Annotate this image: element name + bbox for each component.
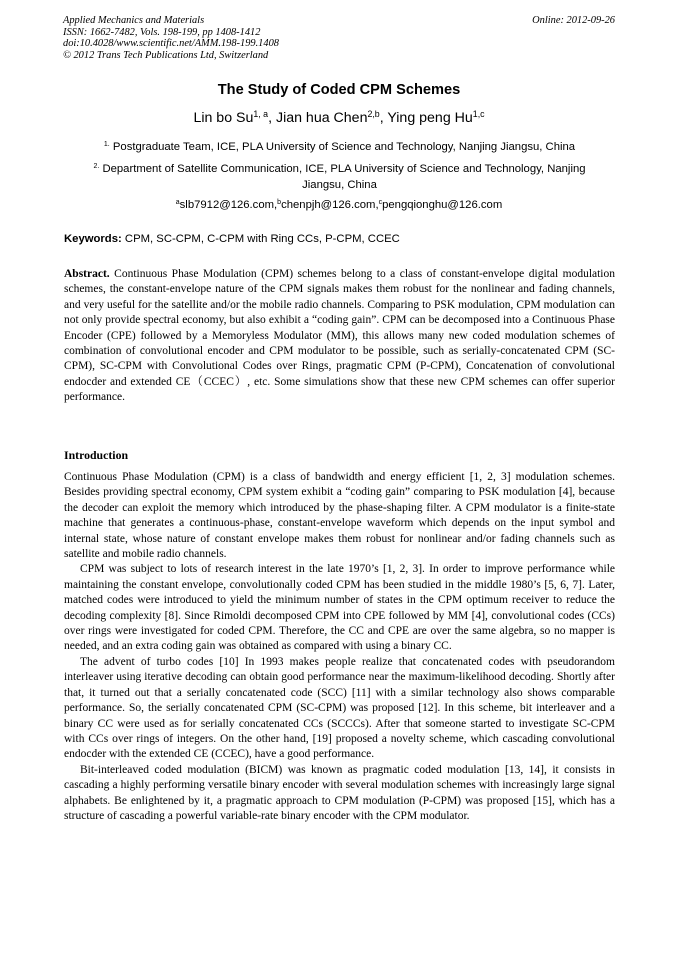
online-date: Online: 2012-09-26	[532, 15, 615, 26]
abstract-text: Continuous Phase Modulation (CPM) schemes belong to a class of constant-envelope digital modulation schemes, the constant-envelope nature of the CPM signals makes them robust for the nonlinear and fading channels, and very useful for the satellite and/or the mobile radio channels. Comparing to PSK modulation, CPM modulation can not only provide spectral economy, but also exhibit a “coding gain”. CPM can be decomposed into a Continuous Phase Encoder (CPE) followed by a Memoryless Modulator (MM), this allows many new coded modulation schemes of combination of convolutional encoder and CPM modulator to be possible, such as serially-concatenated CPM (SC-CPM), SC-CPM with Convolutional Codes over Rings, pragmatic CPM (P-CPM), Concatenation of convolutional endocder and extended CE（CCEC）, etc. Some simulations show that these new CPM schemes can offer superior performance.	[64, 268, 616, 404]
author-separator: ,	[268, 110, 276, 126]
author-affiliation-mark: 1, a	[253, 109, 269, 120]
author-name: Lin bo Su	[193, 110, 254, 126]
email-address: pengqionghu@126.com	[382, 199, 503, 211]
paragraph: Bit-interleaved coded modulation (BICM) was known as pragmatic coded modulation [13, 14], it consists in cascading a highly performing versatile binary encoder with several modulation schemes with increasingly large signal alphabets. Be enlightened by it, a pragmatic approach to CPM modulation (P-CPM) was proposed [15], which has a structure of cascading a powerful variable-rate binary encoder with the CPM modulator.	[64, 763, 615, 822]
email-mark: a	[175, 199, 180, 207]
running-header-left	[63, 15, 279, 61]
paragraph: The advent of turbo codes [10] In 1993 makes people realize that concatenated codes with pseudorandom interleaver using iterative decoding can obtain good performance near the maximum-likelihood decoding. Shortly after that, it turned out that a serially concatenated code (SCC) [11] with a similar technology also shows comparable performance. So, the serially concatenated CPM (SC-CPM) was proposed [12]. In this scheme, bit interleaver and a binary CC were used as for serially concatenated CCs (SCCCs). After that someone started to investigate SC-CPM with CCs over rings of integers. On the other hand, [19] proposed a novelty scheme, which cascading convolutional endocder with the extended CE (CCEC), have a good performance.	[64, 655, 615, 761]
keywords-label: Keywords:	[64, 233, 122, 245]
email-address: chenpjh@126.com,	[281, 199, 379, 211]
author-name: Ying peng Hu	[387, 110, 473, 126]
affiliation-2	[64, 162, 615, 193]
introduction-body	[64, 470, 615, 824]
affiliation-text: Postgraduate Team, ICE, PLA University of Science and Technology, Nanjing Jiangsu, China	[112, 141, 576, 153]
author-affiliation-mark: 2,b	[367, 109, 380, 120]
paper-title: The Study of Coded CPM Schemes	[217, 82, 461, 98]
doi-line: doi:10.4028/www.scientific.net/AMM.198-199.1408	[63, 38, 279, 50]
author-list	[0, 110, 678, 126]
copyright-line: © 2012 Trans Tech Publications Ltd, Switzerland	[63, 49, 269, 61]
affiliation-text-continued: Jiangsu, China	[302, 178, 377, 191]
abstract-label: Abstract.	[64, 268, 110, 280]
author-separator: ,	[379, 110, 388, 126]
email-mark: b	[277, 199, 282, 207]
email-address: slb7912@126.com,	[179, 199, 278, 211]
keywords-line	[64, 233, 400, 245]
affiliation-text: Department of Satellite Communication, ICE, PLA University of Science and Technology, Nanjing	[102, 163, 586, 175]
paragraph: Continuous Phase Modulation (CPM) is a class of bandwidth and energy efficient [1, 2, 3] modulation schemes. Besides providing spectral economy, CPM system exhibit a “coding gain” comparing to PSK modulation [4], because the decoder can exploit the memory which introduced by the phase-shaping filter. A CPM modulator is a finite-state machine that generates a continuous-phase, constant-envelope waveform which depends on the input symbol and internal state, whose nature of constant envelope makes them robust for nonlinear and/or fading channels such as satellite and mobile radio channels.	[64, 471, 615, 561]
affiliation-1	[64, 140, 615, 156]
email-mark: c	[378, 199, 383, 207]
issn-line: ISSN: 1662-7482, Vols. 198-199, pp 1408-1412	[63, 26, 261, 38]
affiliation-number: 2.	[93, 163, 100, 171]
email-list	[0, 199, 678, 211]
author-name: Jian hua Chen	[275, 110, 368, 126]
keywords-text: CPM, SC-CPM, C-CPM with Ring CCs, P-CPM, CCEC	[124, 233, 400, 245]
paragraph: CPM was subject to lots of research interest in the late 1970’s [1, 2, 3]. In order to improve performance while maintaining the constant envelope, convolutionally coded CPM has been studied in the middle 1980’s [5, 6, 7]. Later, matched codes were introduced to yield the minimum number of states in the CPM optimum receiver to reduce the decoding complexity [8]. Since Rimoldi decomposed CPM into CPE followed by MM [4], convolutional codes (CCs) over rings were investigated for coded CPM. Therefore, the CC and CPE are over the same algebra, so no mapper is needed, and an extra coding gain was obtained as compared with using a binary CC.	[64, 563, 615, 653]
section-heading: Introduction	[64, 448, 129, 462]
abstract	[64, 267, 615, 406]
affiliation-number: 1.	[103, 141, 110, 149]
journal-name: Applied Mechanics and Materials	[63, 15, 205, 26]
author-affiliation-mark: 1,c	[472, 109, 485, 120]
